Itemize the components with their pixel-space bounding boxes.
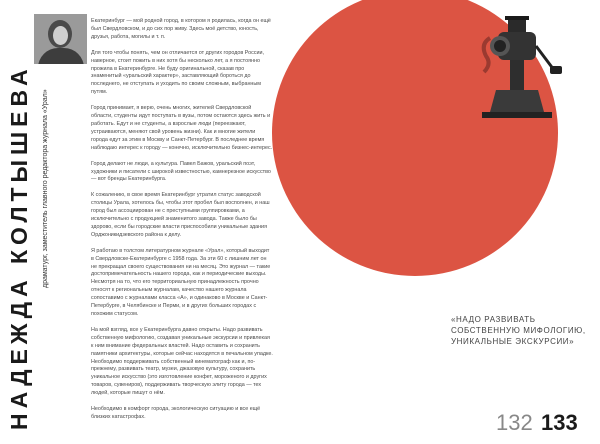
paragraph: Екатеринбург — мой родной город, в котором я родилась, когда он ещё был Свердловском, и до сих пор живу. Здесь моё детство, юность, друзья, работа, могилы и т. п. [91, 18, 271, 40]
pull-quote: «НАДО РАЗВИВАТЬ СОБСТВЕННУЮ МИФОЛОГИЮ, УНИКАЛЬНЫЕ ЭКСКУРСИИ» [451, 315, 586, 346]
author-role: драматург, заместитель главного редактора журнала «Урал» [42, 89, 49, 288]
article-body [91, 18, 273, 430]
paragraph: На мой взгляд, все у Екатеринбурга давно открыты. Надо развивать собственную мифологию, создавая уникальные экскурсии и привлекая к ним внимание федеральных властей. Надо оставить и сохранить памятники архитектуры, которые сейчас находятся в печальном упадке. Необходимо поддерживать собственный кинематограф как и, по-прежнему, развивать театр, музеи, джазовую культуру, сохранить уникальное искусство (это изготовление конфет, мороженого и других товаров, сувениров), поддерживать творческую элиту города — тех людей, которые пишут о нём. [91, 326, 273, 397]
paragraph: Я работаю в толстом литературном журнале «Урал», который выходит в Свердловске-Екатеринбурге с 1958 года. За эти 60 с лишним лет он не прекращал своего существования ни на месяц. Это журнал — такие достопримечательность нашего города, как и периодические выходы. Несмотря на то, что его территориальную принадлежность прочно относят к региональным журналам, качество нашего журнала сопоставимо с журналами класса «А», и одинаково в Москве и Санкт-Петербурге, в Челябинске и Перми, и в других больших городах с похожим статусом. [91, 247, 271, 317]
paragraph: Город принимает, я верю, очень многих, жителей Свердловской области, студенты идут поступать в вузы, потом остаются здесь жить и работать. Едут и не студенты, а взрослые люди (переезжают, устраиваются, меняют свой уровень жизни). Как и многие жители города едут за этим в Москву и Санкт-Петербург. В последнее время наблюдаю интерес к городу — конечно, исключительно бизнес-интерес. [91, 105, 273, 151]
paragraph: Необходимо в комфорт города, экологическую ситуацию и все ещё близких катастрофах. [91, 406, 261, 420]
paragraph: К сожалению, в свое время Екатеринбург утратил статус заводской столицы Урала, хотелось бы, чтобы этот пробел был восполнен, и наш город был ассоциирован не с преступными группировками, а исключительно с продукцией знаменитого завода. Также было бы здорово, если бы городские власти приспособили уникальные здания Орджоникидзевского района к делу. [91, 192, 270, 238]
paragraph: Для того чтобы понять, чем он отличается от других городов России, наверное, стоит пожить в них хотя бы несколько лет, а я постоянно прожила в Екатеринбурге. Не буду оригинальной, сказав про знаменитый «уральский характер», заставляющий бороться до последнего, не отступать и уходить по своим сложным, выбранным путям. [91, 49, 265, 96]
author-credit [0, 0, 70, 444]
meat-grinder-illustration [478, 16, 568, 126]
page-number-right: 133 [541, 410, 578, 435]
author-name: НАДЕЖДА КОЛТЫШЕВА [6, 64, 32, 430]
paragraph: Город делают не люди, а культура. Павел Бажов, уральский поэт, художники и писатели с широкой известностью, камнерезное искусство — вот бренды Екатеринбурга. [91, 160, 271, 183]
page-number-left: 132 [496, 410, 533, 435]
